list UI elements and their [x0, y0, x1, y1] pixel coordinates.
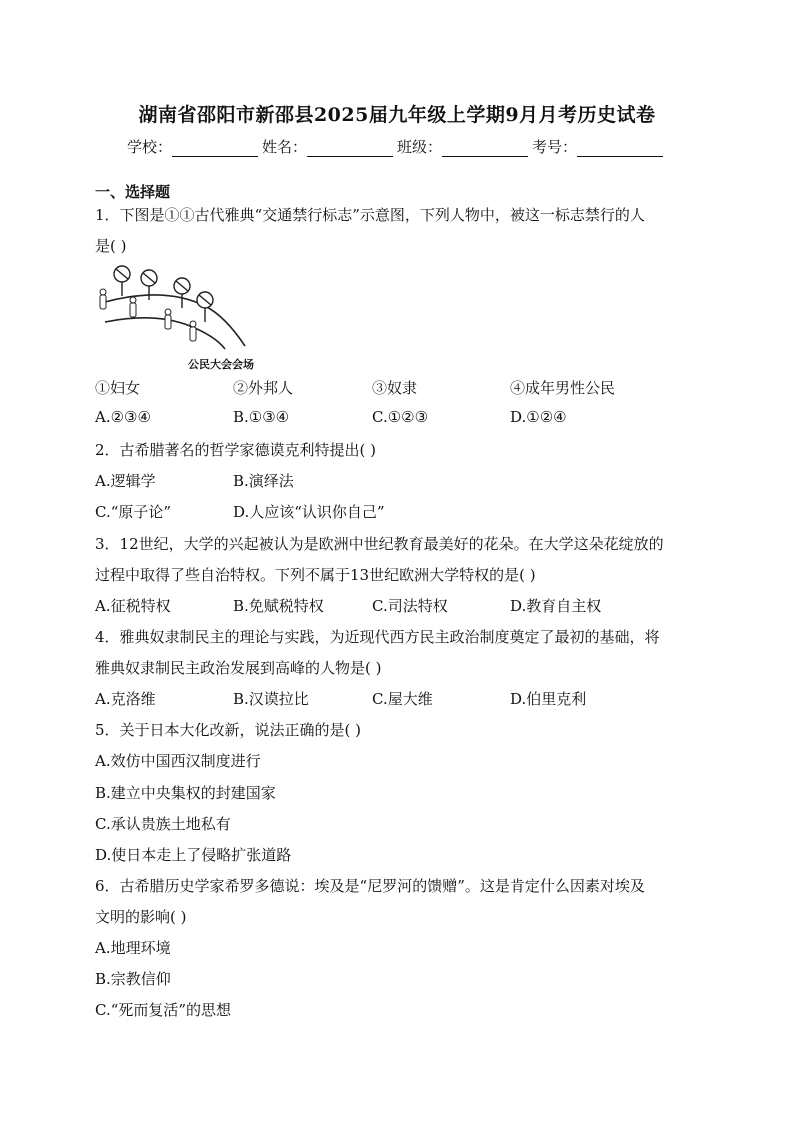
q3-option-d[interactable]: D.教育自主权 [510, 597, 602, 615]
traffic-sign-diagram [95, 264, 275, 356]
q1-option-c[interactable]: C.①②③ [372, 408, 429, 426]
q3-option-a[interactable]: A.征税特权 [95, 597, 171, 615]
class-label: 班级： [397, 138, 443, 156]
person-icon [100, 289, 106, 309]
q1-option-b[interactable]: B.①③④ [233, 408, 290, 426]
q5-option-d[interactable]: D.使日本走上了侵略扩张道路 [95, 846, 292, 864]
no-entry-sign-icon [197, 292, 213, 322]
q5-stem: 5．关于日本大化改新，说法正确的是( ) [95, 721, 362, 739]
q1-option-d[interactable]: D.①②④ [510, 408, 567, 426]
q4-option-d[interactable]: D.伯里克利 [510, 690, 587, 708]
figure-caption: 公民大会会场 [188, 358, 254, 371]
q4-stem-line2: 雅典奴隶制民主政治发展到高峰的人物是( ) [95, 659, 382, 677]
q2-stem: 2．古希腊著名的哲学家德谟克利特提出( ) [95, 441, 377, 459]
q1-item-3: ③奴隶 [372, 379, 418, 397]
q5-option-a[interactable]: A.效仿中国西汉制度进行 [95, 752, 261, 770]
no-entry-sign-icon [114, 266, 130, 296]
name-label: 姓名： [261, 138, 307, 156]
q6-stem-line1: 6．古希腊历史学家希罗多德说：埃及是“尼罗河的馈赠”。这是肯定什么因素对埃及 [95, 877, 645, 895]
q5-option-b[interactable]: B.建立中央集权的封建国家 [95, 784, 276, 802]
q1-item-4: ④成年男性公民 [510, 379, 616, 397]
q6-option-b[interactable]: B.宗教信仰 [95, 970, 171, 988]
q1-stem-line1: 1．下图是①①古代雅典“交通禁行标志”示意图，下列人物中，被这一标志禁行的人 [95, 206, 645, 224]
section-heading: 一、选择题 [95, 183, 171, 201]
person-icon [165, 309, 171, 329]
q2-option-b[interactable]: B.演绎法 [233, 472, 294, 490]
q5-option-c[interactable]: C.承认贵族土地私有 [95, 815, 231, 833]
student-info-line [0, 136, 794, 157]
name-blank[interactable] [307, 140, 393, 157]
school-label: 学校： [126, 138, 172, 156]
q3-stem-line1: 3．12世纪，大学的兴起被认为是欧洲中世纪教育最美好的花朵。在大学这朵花绽放的 [95, 535, 664, 553]
q4-option-c[interactable]: C.屋大维 [372, 690, 433, 708]
person-icon [130, 297, 136, 317]
q1-item-2: ②外邦人 [233, 379, 294, 397]
q4-stem-line1: 4．雅典奴隶制民主的理论与实践，为近现代西方民主政治制度奠定了最初的基础，将 [95, 628, 660, 646]
q2-option-c[interactable]: C.“原子论” [95, 503, 172, 521]
q6-stem-line2: 文明的影响( ) [95, 908, 187, 926]
q1-item-1: ①妇女 [95, 379, 141, 397]
q6-option-a[interactable]: A.地理环境 [95, 939, 171, 957]
number-blank[interactable] [577, 140, 663, 157]
q3-stem-line2: 过程中取得了些自治特权。下列不属于13世纪欧洲大学特权的是( ) [95, 566, 536, 584]
q1-stem-line2: 是( ) [95, 237, 127, 255]
q3-option-c[interactable]: C.司法特权 [372, 597, 448, 615]
class-blank[interactable] [442, 140, 528, 157]
q4-option-b[interactable]: B.汉谟拉比 [233, 690, 309, 708]
person-icon [190, 321, 196, 341]
class-field [397, 136, 532, 157]
page-title: 湖南省邵阳市新邵县2025届九年级上学期9月月考历史试卷 [138, 104, 656, 126]
number-label: 考号： [532, 138, 578, 156]
q2-option-a[interactable]: A.逻辑学 [95, 472, 156, 490]
no-entry-sign-icon [174, 278, 190, 308]
q3-option-b[interactable]: B.免赋税特权 [233, 597, 324, 615]
name-field [262, 136, 397, 157]
q2-option-d[interactable]: D.人应该“认识你自己” [233, 503, 385, 521]
q1-option-a[interactable]: A.②③④ [95, 408, 151, 426]
q1-figure [95, 264, 275, 374]
q4-option-a[interactable]: A.克洛维 [95, 690, 156, 708]
number-field [532, 136, 667, 157]
q6-option-c[interactable]: C.“死而复活”的思想 [95, 1001, 232, 1019]
school-blank[interactable] [172, 140, 258, 157]
school-field [127, 136, 262, 157]
